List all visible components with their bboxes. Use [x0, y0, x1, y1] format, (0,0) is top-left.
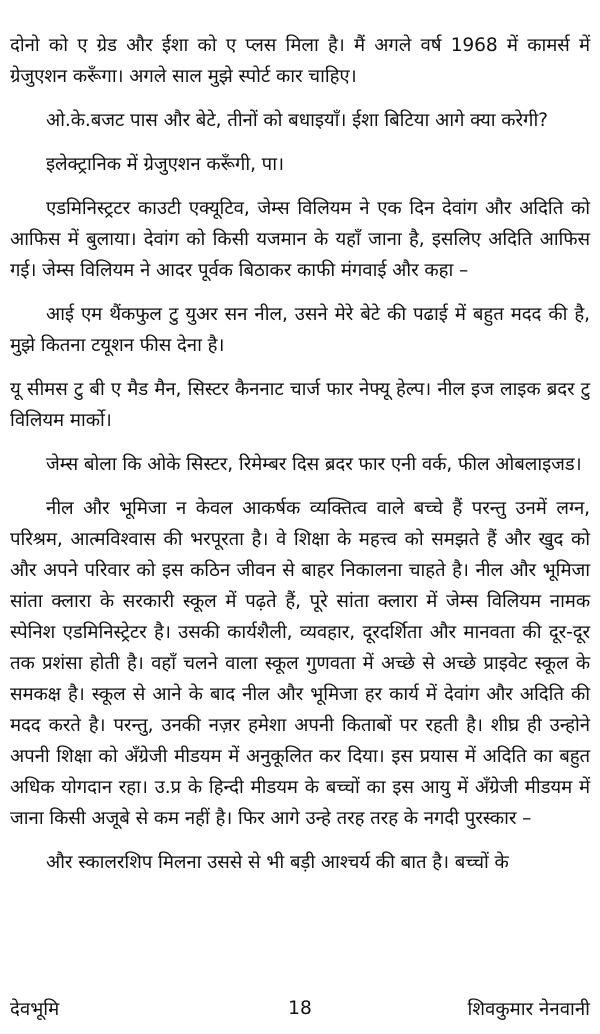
- paragraph-5: आई एम थैंकफुल टु युअर सन नील, उसने मेरे बेटे की पढाई में बहुत मदद की है, मुझे कितना टयूशन फीस देना है।: [10, 304, 590, 356]
- paragraph-2: ओ.के.बजट पास और बेटे, तीनों को बधाइयाँ। ईशा बिटिया आगे क्या करेगी?: [46, 110, 548, 131]
- paragraph-9: और स्कालरशिप मिलना उससे से भी बड़ी आश्चर्य की बात है। बच्चों के: [46, 852, 509, 873]
- paragraph-7: जेम्स बोला कि ओके सिस्टर, रिमेम्बर दिस ब्रदर फार एनी वर्क, फील ओबलाइजड।: [46, 454, 582, 475]
- page-number: 18: [288, 997, 312, 1019]
- paragraph-6: यू सीमस टु बी ए मैड मैन, सिस्टर कैननाट चार्ज फार नेफ्यू हेल्प। नील इज लाइक ब्रदर टु विलियम मार्को।: [10, 379, 590, 431]
- footer-book-title: देवभूमि: [10, 998, 60, 1020]
- paragraph-3: इलेक्ट्रानिक में ग्रेजुएशन करूँगी, पा।: [46, 154, 284, 175]
- paragraph-4: एडमिनिस्ट्रटर काउटी एक्यूटिव, जेम्स विलियम ने एक दिन देवांग और अदिति को आफिस में बुलाया। देवांग को किसी यजमान के यहाँ जाना है, इसलिए अदिति आफिस गई। जेम्स विलियम ने आदर पूर्वक बिठाकर काफी मंगवाई और कहा –: [10, 198, 590, 281]
- page-footer: [10, 990, 590, 1026]
- paragraph-1: दोनो को ए ग्रेड और ईशा को ए प्लस मिला है। मैं अगले वर्ष 1968 में कामर्स में ग्रेजुएशन करूँगा। अगले साल मुझे स्पोर्ट कार चाहिए।: [10, 35, 590, 87]
- footer-author-name: शिवकुमार नेनवानी: [467, 998, 590, 1020]
- paragraph-8: नील और भूमिजा न केवल आकर्षक व्यक्तित्व वाले बच्चे हैं परन्तु उनमें लग्न, परिश्रम, आत्मविश्वास की भरपूरता है। वे शिक्षा के महत्त्व को समझते हैं और खुद को और अपने परिवार को इस कठिन जीवन से बाहर निकालना चाहते है। नील और भूमिजा सांता क्लारा के सरकारी स्कूल में पढ़ते हैं, पूरे सांता क्लारा में जेम्स विलियम नामक स्पेनिश एडमिनिस्ट्रेटर है। उसकी कार्यशैली, व्यवहार, दूरदर्शिता और मानवता की दूर-दूर तक प्रशंसा होती है। वहाँ चलने वाला स्कूल गुणवता में अच्छे से अच्छे प्राइवेट स्कूल के समकक्ष है। स्कूल से आने के बाद नील और भूमिजा हर कार्य में देवांग और अदिति की मदद करते है। परन्तु, उनकी नज़र हमेशा अपनी किताबों पर रहती है। शीघ्र ही उन्होने अपनी शिक्षा को अँग्रेजी मीडयम में अनुकूलित कर दिया। इस प्रयास में अदिति का बहुत अधिक योगदान रहा। उ.प्र के हिन्दी मीडयम के बच्चों का इस आयु में अँग्रेजी मीडयम में जाना किसी अजूबे से कम नहीं है। फिर आगे उन्हे तरह तरह के नगदी पुरस्कार –: [10, 498, 590, 829]
